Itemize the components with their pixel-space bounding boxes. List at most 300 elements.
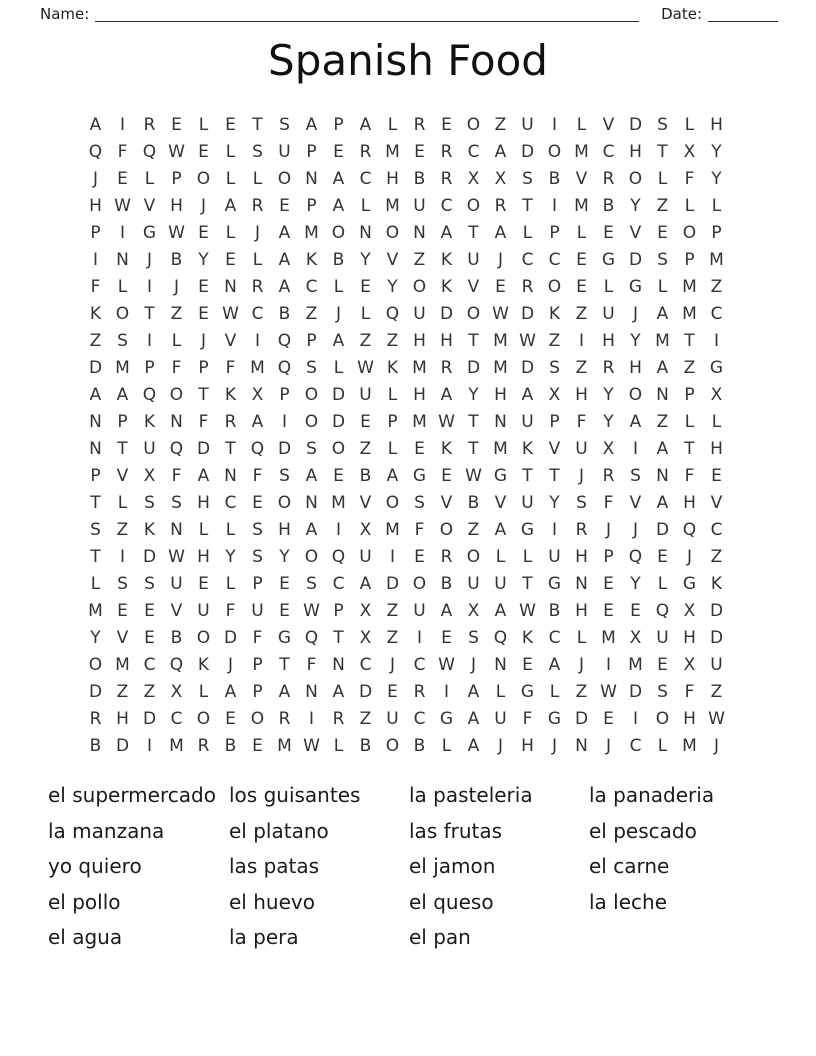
grid-letter: J [605,520,611,540]
grid-letter: J [578,655,584,675]
grid-letter: O [466,196,481,216]
grid-letter: M [304,223,319,243]
grid-letter: O [196,169,211,189]
grid-letter: E [630,601,641,621]
grid-row [82,193,730,220]
grid-letter: A [656,358,669,378]
grid-letter: X [359,520,372,540]
grid-letter: T [684,331,695,351]
grid-letter: S [630,466,641,486]
grid-letter: E [117,601,128,621]
grid-letter: Q [169,655,184,675]
grid-letter: G [547,709,562,729]
grid-row [82,166,730,193]
grid-letter: O [304,385,319,405]
grid-letter: E [171,115,182,135]
grid-letter: Z [116,682,129,702]
word-list-item: la panaderia [589,783,715,807]
grid-letter: E [198,223,209,243]
grid-letter: T [468,439,479,459]
grid-letter: M [88,601,103,621]
grid-letter: H [683,628,696,648]
grid-letter: I [632,439,638,459]
grid-letter: A [494,142,507,162]
word-list-item: los guisantes [229,783,361,807]
grid-letter: K [89,304,102,324]
grid-letter: N [305,169,318,189]
grid-letter: L [225,223,236,243]
grid-letter: G [601,250,616,270]
grid-letter: M [169,736,184,756]
grid-letter: N [89,439,102,459]
grid-letter: T [549,466,560,486]
grid-letter: U [602,304,615,324]
grid-letter: W [492,304,509,324]
grid-letter: S [144,493,155,513]
grid-letter: E [387,682,398,702]
grid-letter: M [412,412,427,432]
grid-letter: B [89,736,102,756]
grid-letter: D [709,601,724,621]
grid-letter: X [359,601,372,621]
grid-letter: E [360,277,371,297]
grid-letter: E [576,250,587,270]
grid-letter: C [332,574,345,594]
grid-row [82,382,730,409]
grid-letter: A [440,385,453,405]
grid-letter: Z [359,709,372,729]
grid-row [82,247,730,274]
grid-letter: N [656,385,669,405]
grid-letter: C [548,250,561,270]
grid-letter: Z [359,439,372,459]
grid-letter: D [628,682,643,702]
grid-letter: C [710,520,723,540]
grid-letter: D [88,358,103,378]
grid-letter: Z [683,358,696,378]
grid-letter: A [494,223,507,243]
grid-letter: E [414,547,425,567]
grid-letter: I [119,115,125,135]
grid-letter: L [657,736,668,756]
grid-letter: Q [385,304,400,324]
grid-letter: U [251,601,264,621]
grid-letter: D [358,682,373,702]
grid-letter: K [224,385,237,405]
grid-letter: K [440,439,453,459]
grid-letter: V [710,493,723,513]
grid-letter: J [497,736,503,756]
grid-letter: O [331,439,346,459]
grid-letter: P [90,223,101,243]
grid-letter: L [252,250,263,270]
grid-letter: B [413,169,426,189]
grid-letter: B [359,736,372,756]
grid-letter: H [521,736,534,756]
grid-letter: O [169,385,184,405]
grid-letter: U [413,601,426,621]
word-list-item: el pan [409,925,471,950]
grid-letter: S [522,169,533,189]
grid-letter: N [170,412,183,432]
grid-letter: L [198,115,209,135]
grid-letter: A [467,736,480,756]
grid-letter: K [521,628,534,648]
grid-letter: C [521,250,534,270]
grid-letter: W [600,682,617,702]
grid-letter: P [171,169,182,189]
grid-letter: Q [169,439,184,459]
grid-letter: E [252,493,263,513]
grid-letter: N [89,412,102,432]
grid-letter: P [306,142,317,162]
grid-letter: F [306,655,317,675]
grid-letter: Z [710,277,723,297]
grid-row [82,328,730,355]
grid-letter: J [632,304,638,324]
grid-letter: E [657,655,668,675]
grid-letter: R [197,736,210,756]
grid-letter: N [575,736,588,756]
grid-row [82,274,730,301]
grid-letter: R [278,709,291,729]
grid-letter: Y [630,196,641,216]
grid-letter: J [200,331,206,351]
grid-letter: I [551,115,557,135]
grid-letter: A [359,115,372,135]
grid-letter: V [386,250,399,270]
name-label: Name: [40,5,90,23]
grid-letter: Q [304,628,319,648]
grid-letter: U [413,304,426,324]
grid-letter: R [494,196,507,216]
grid-letter: K [440,250,453,270]
grid-letter: H [278,520,291,540]
grid-letter: J [551,736,557,756]
grid-letter: T [522,196,533,216]
grid-letter: Z [386,331,399,351]
grid-letter: A [197,466,210,486]
grid-letter: T [252,115,263,135]
grid-letter: I [416,628,422,648]
word-list-item: yo quiero [48,854,142,879]
grid-row [82,625,730,652]
grid-letter: O [196,628,211,648]
grid-letter: A [386,466,399,486]
grid-letter: A [656,493,669,513]
grid-letter: L [225,574,236,594]
grid-letter: P [603,547,614,567]
grid-letter: E [198,304,209,324]
grid-letter: U [467,250,480,270]
grid-letter: L [522,547,533,567]
grid-letter: I [551,520,557,540]
grid-letter: L [90,574,101,594]
grid-letter: Z [359,331,372,351]
grid-letter: V [467,277,480,297]
grid-letter: H [602,331,615,351]
grid-letter: E [333,142,344,162]
grid-letter: K [143,412,156,432]
grid-letter: J [254,223,260,243]
grid-letter: X [494,169,507,189]
grid-letter: F [198,412,209,432]
grid-letter: Y [360,250,371,270]
grid-letter: G [142,223,157,243]
grid-letter: M [493,358,508,378]
grid-letter: G [493,466,508,486]
grid-letter: A [116,385,129,405]
grid-letter: L [225,169,236,189]
header [40,0,778,24]
grid-letter: V [116,466,129,486]
grid-letter: Z [386,601,399,621]
grid-letter: E [117,169,128,189]
grid-letter: E [198,277,209,297]
grid-letter: Q [277,358,292,378]
grid-letter: E [495,277,506,297]
grid-letter: Y [387,277,398,297]
grid-letter: L [576,115,587,135]
grid-letter: L [333,736,344,756]
grid-letter: T [90,493,101,513]
grid-letter: Y [711,142,722,162]
grid-letter: F [90,277,101,297]
grid-letter: T [657,142,668,162]
grid-letter: L [117,277,128,297]
grid-letter: B [359,466,372,486]
grid-row [82,112,730,139]
grid-letter: J [173,277,179,297]
grid-letter: I [713,331,719,351]
grid-letter: E [441,628,452,648]
grid-letter: A [629,412,642,432]
grid-letter: N [494,412,507,432]
grid-letter: V [143,196,156,216]
grid-letter: L [360,304,371,324]
grid-letter: V [359,493,372,513]
grid-letter: M [682,304,697,324]
grid-letter: X [710,385,723,405]
grid-letter: Y [603,412,614,432]
grid-letter: A [224,196,237,216]
word-list-item: el queso [409,889,494,914]
grid-letter: F [414,520,425,540]
grid-letter: B [224,736,237,756]
grid-letter: H [629,358,642,378]
grid-letter: J [713,736,719,756]
grid-letter: K [710,574,723,594]
word-list-item: el huevo [229,889,315,914]
grid-letter: T [522,574,533,594]
grid-letter: R [602,466,615,486]
grid-letter: J [227,655,233,675]
grid-letter: E [522,655,533,675]
grid-letter: P [252,655,263,675]
grid-letter: I [308,709,314,729]
grid-letter: F [225,358,236,378]
grid-letter: D [196,439,211,459]
grid-letter: G [520,520,535,540]
grid-letter: R [251,196,264,216]
grid-letter: O [277,169,292,189]
grid-letter: U [575,439,588,459]
grid-letter: L [117,493,128,513]
grid-letter: N [332,655,345,675]
grid-letter: P [333,601,344,621]
grid-letter: M [385,142,400,162]
grid-letter: O [88,655,103,675]
grid-letter: L [684,115,695,135]
grid-letter: H [575,547,588,567]
grid-letter: T [468,412,479,432]
grid-letter: G [412,466,427,486]
grid-letter: N [305,493,318,513]
grid-letter: N [413,223,426,243]
grid-letter: H [413,385,426,405]
grid-letter: D [142,547,157,567]
grid-letter: O [655,709,670,729]
grid-letter: L [441,736,452,756]
grid-letter: N [305,682,318,702]
grid-letter: I [146,331,152,351]
grid-letter: R [440,547,453,567]
grid-letter: L [711,412,722,432]
grid-letter: R [440,358,453,378]
grid-letter: R [224,412,237,432]
grid-letter: U [359,385,372,405]
grid-letter: C [602,142,615,162]
grid-letter: M [709,250,724,270]
grid-letter: J [605,736,611,756]
grid-letter: Z [575,682,588,702]
grid-letter: A [278,682,291,702]
grid-letter: E [657,547,668,567]
grid-letter: H [683,709,696,729]
grid-letter: S [306,574,317,594]
grid-letter: Z [305,304,318,324]
grid-letter: M [412,358,427,378]
grid-letter: L [387,115,398,135]
grid-letter: Y [549,493,560,513]
grid-letter: B [332,250,345,270]
grid-letter: E [279,196,290,216]
grid-letter: A [89,115,102,135]
word-list-item: las patas [229,854,320,879]
grid-letter: C [170,709,183,729]
grid-letter: I [605,655,611,675]
grid-letter: E [333,466,344,486]
grid-letter: B [170,628,183,648]
grid-letter: J [92,169,98,189]
grid-letter: E [414,142,425,162]
grid-letter: I [551,196,557,216]
grid-letter: Y [279,547,290,567]
grid-letter: Q [88,142,103,162]
grid-letter: R [575,520,588,540]
grid-letter: T [279,655,290,675]
grid-letter: R [521,277,534,297]
grid-letter: F [684,466,695,486]
grid-letter: F [684,682,695,702]
grid-letter: D [520,304,535,324]
grid-letter: V [440,493,453,513]
grid-letter: G [439,709,454,729]
grid-letter: T [684,439,695,459]
grid-letter: C [710,304,723,324]
grid-letter: A [332,196,345,216]
grid-letter: E [225,250,236,270]
grid-letter: M [493,439,508,459]
grid-letter: G [520,682,535,702]
grid-letter: N [656,466,669,486]
grid-letter: O [196,709,211,729]
grid-letter: H [170,196,183,216]
word-list-item: el platano [229,818,329,843]
grid-letter: U [467,574,480,594]
grid-letter: D [520,142,535,162]
grid-letter: P [387,412,398,432]
grid-row [82,679,730,706]
grid-letter: Z [89,331,102,351]
grid-letter: C [413,655,426,675]
grid-letter: C [359,169,372,189]
grid-letter: E [657,223,668,243]
grid-letter: X [683,601,696,621]
grid-letter: Z [467,520,480,540]
grid-letter: K [521,439,534,459]
grid-letter: M [574,142,589,162]
grid-letter: L [198,682,209,702]
grid-letter: R [332,709,345,729]
grid-letter: M [601,628,616,648]
grid-letter: U [143,439,156,459]
grid-letter: I [389,547,395,567]
grid-letter: N [224,277,237,297]
grid-letter: M [385,196,400,216]
grid-letter: D [655,520,670,540]
grid-letter: H [197,493,210,513]
grid-letter: W [168,142,185,162]
grid-letter: A [305,466,318,486]
grid-letter: Y [468,385,479,405]
grid-letter: W [303,736,320,756]
grid-letter: U [521,493,534,513]
grid-letter: M [682,736,697,756]
grid-letter: S [549,358,560,378]
grid-letter: J [578,466,584,486]
grid-letter: O [466,304,481,324]
grid-letter: Q [682,520,697,540]
grid-letter: H [710,439,723,459]
grid-letter: O [115,304,130,324]
grid-letter: C [143,655,156,675]
page-title: Spanish Food [268,36,548,85]
grid-letter: A [278,223,291,243]
grid-letter: X [359,628,372,648]
grid-letter: E [225,115,236,135]
grid-letter: C [467,142,480,162]
grid-letter: K [548,304,561,324]
grid-letter: S [657,682,668,702]
grid-letter: L [360,196,371,216]
grid-letter: Q [142,142,157,162]
word-list-item: el supermercado [48,783,216,807]
word-list-column [589,778,788,956]
grid-letter: M [385,520,400,540]
word-list-item: la pasteleria [409,783,533,807]
grid-letter: P [306,196,317,216]
